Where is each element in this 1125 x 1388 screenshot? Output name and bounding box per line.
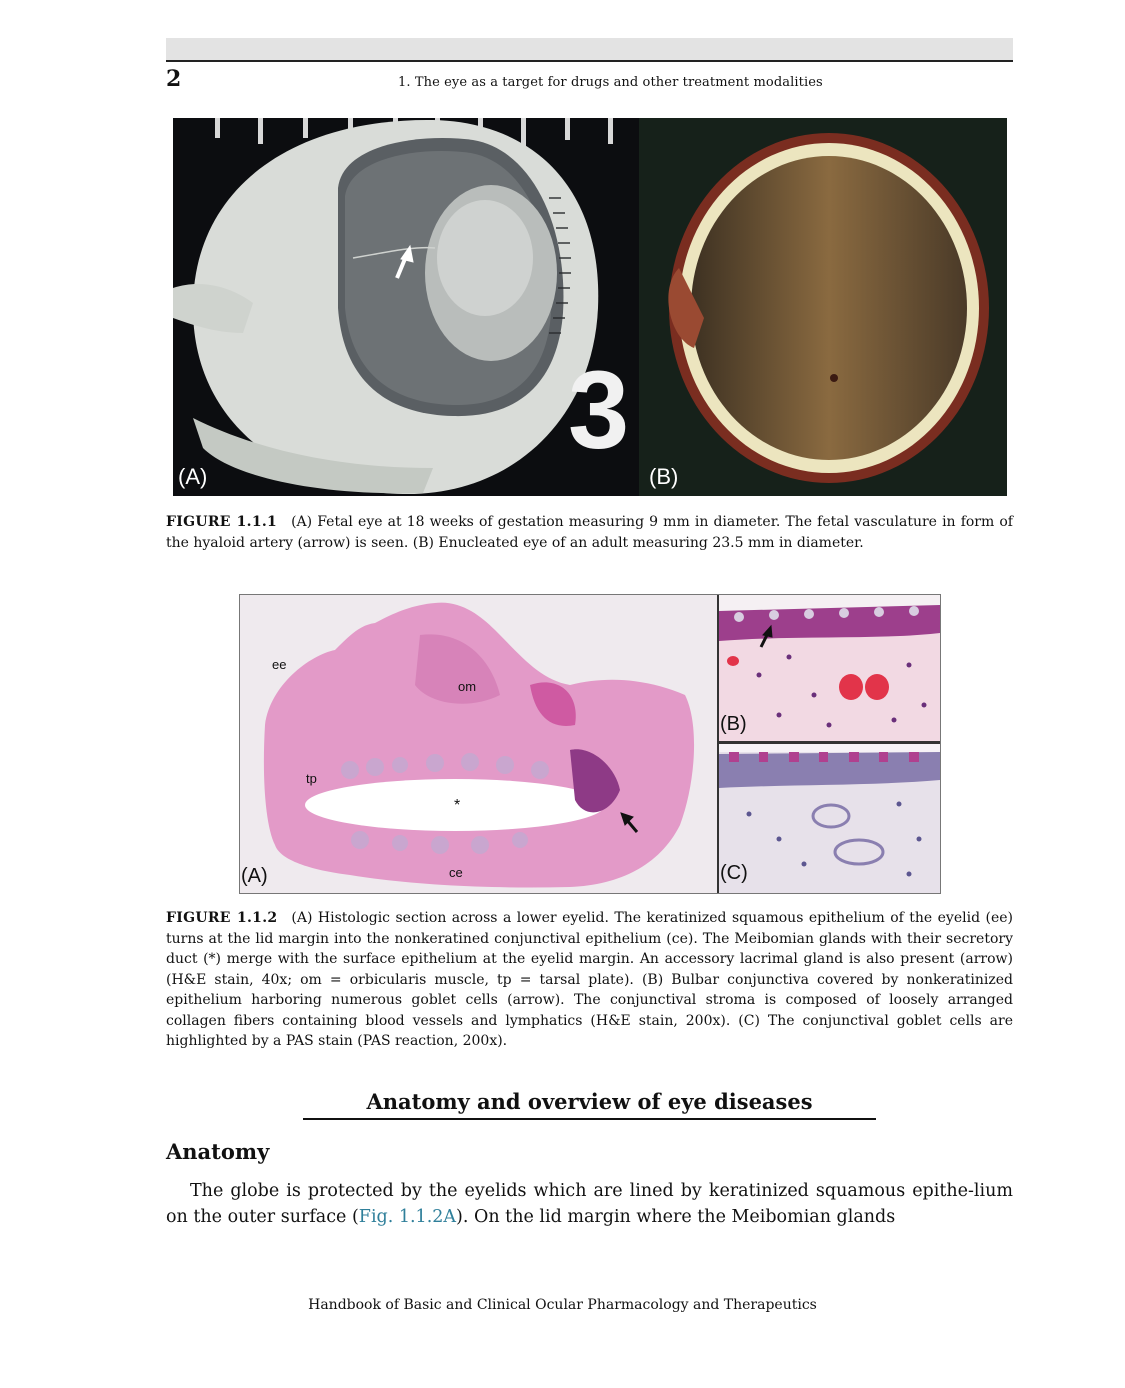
panel-b-label-histo: (B) [720, 713, 747, 735]
running-head: 1. The eye as a target for drugs and other treatment modalities [398, 75, 823, 90]
panel-a-label: (A) [178, 464, 208, 489]
body-paragraph [166, 1178, 1013, 1230]
figure-1-1-2 [239, 594, 941, 894]
label-ee: ee [272, 657, 287, 672]
fetal-eye-photo [173, 118, 639, 496]
panel-c-label-histo: (C) [720, 862, 748, 884]
figure-1-1-1-panel-a [173, 118, 639, 496]
page-number: 2 [166, 66, 182, 92]
figure-cross-reference-link[interactable]: Fig. 1.1.2A [358, 1207, 457, 1227]
figure-1-1-2-caption-text: (A) Histologic section across a lower eyelid. The keratinized squamous epithelium of the eyelid (ee) turns at the lid margin into the nonkeratined conjunctival epithelium (ce). The Meibomian glands with their secretory duct (*) merge with the surface epithelium at the eyelid margin. An accessory lacrimal gland is also present (arrow) (H&E stain, 40x; om = orbicularis muscle, tp = tarsal plate). (B) Bulbar conjunctiva covered by nonkeratinized epithelium harboring numerous goblet cells (arrow). The conjunctival stroma is composed of loosely arranged collagen fibers containing blood vessels and lymphatics (H&E stain, 200x). (C) The conjunctival goblet cells are highlighted by a PAS stain (PAS reaction, 200x). [166, 910, 1013, 1049]
header-rule [166, 60, 1013, 62]
bulbar-conjunctiva-image [719, 595, 940, 741]
eyelid-section-image [240, 595, 717, 893]
figure-1-1-1-caption [166, 512, 1013, 553]
figure-1-1-2-panel-b [719, 595, 940, 741]
header-band [166, 38, 1013, 60]
figure-1-1-1-caption-label: FIGURE 1.1.1 [166, 514, 278, 530]
figure-1-1-2-panel-c [719, 744, 940, 893]
pas-stain-image [719, 744, 940, 893]
figure-1-1-1-caption-text: (A) Fetal eye at 18 weeks of gestation measuring 9 mm in diameter. The fetal vasculature in form of the hyaloid artery (arrow) is seen. (B) Enucleated eye of an adult measuring 23.5 mm in diameter. [166, 514, 1013, 551]
paragraph-text-end: ). On the lid margin where the Meibomian glands [456, 1207, 896, 1227]
panel-a-label-histo: (A) [241, 865, 268, 887]
paragraph-text-start: The globe is protected by the eyelids which are lined by keratinized squamous epithe-lium on the outer surface ( [166, 1181, 1013, 1227]
adult-eye-photo [639, 118, 1007, 496]
label-asterisk: * [454, 797, 461, 814]
label-tp: tp [306, 771, 317, 786]
figure-1-1-2-caption [166, 908, 1013, 1052]
figure-1-1-1-panel-b [639, 118, 1007, 496]
panel-b-label: (B) [649, 464, 679, 489]
figure-1-1-2-panel-a [240, 595, 717, 893]
footer-book-title: Handbook of Basic and Clinical Ocular Pharmacology and Therapeutics [308, 1297, 817, 1313]
subsection-heading: Anatomy [166, 1139, 270, 1164]
ruler-number: 3 [568, 349, 630, 472]
section-rule [303, 1118, 876, 1120]
label-om: om [458, 679, 477, 694]
section-heading: Anatomy and overview of eye diseases [366, 1089, 813, 1114]
figure-1-1-2-caption-label: FIGURE 1.1.2 [166, 910, 278, 926]
label-ce: ce [449, 865, 463, 880]
